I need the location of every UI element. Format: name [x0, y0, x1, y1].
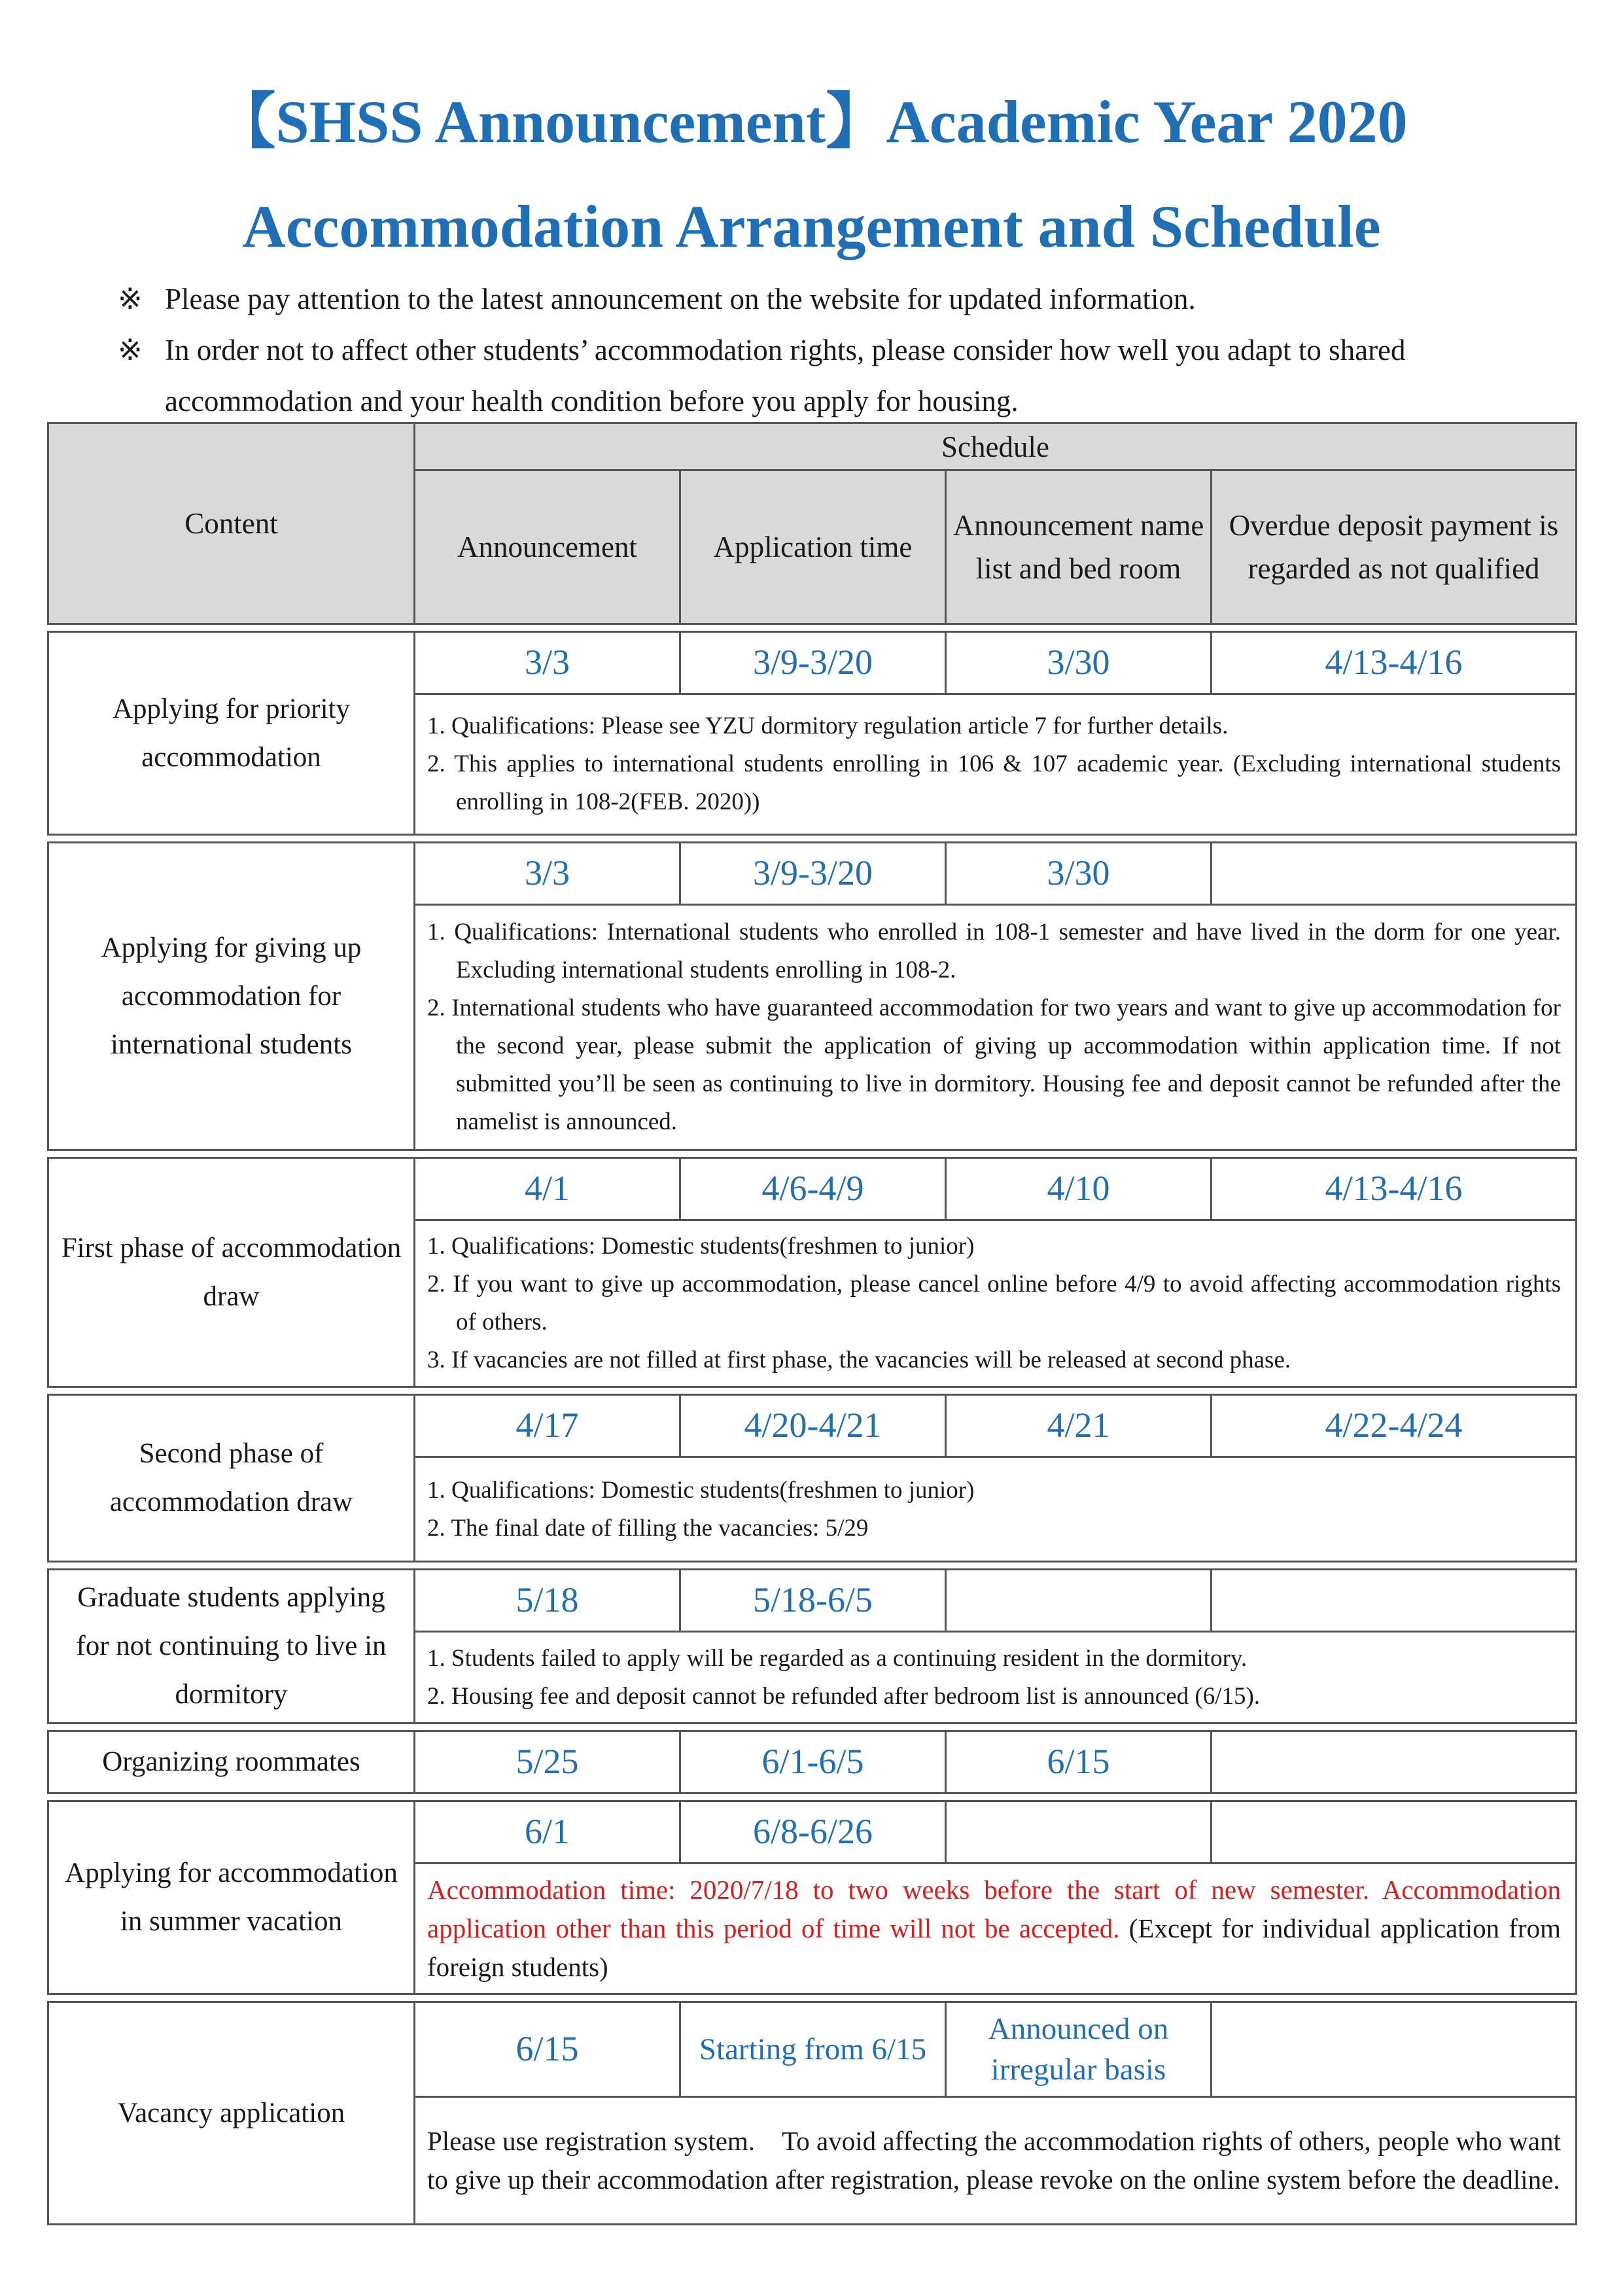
page-title-line-2: Accommodation Arrangement and Schedule — [242, 193, 1381, 260]
date-name-list: 4/21 — [946, 1395, 1212, 1457]
table-row — [48, 1801, 1577, 1863]
table-row — [48, 1395, 1577, 1457]
date-deposit — [1212, 843, 1577, 905]
table-row — [48, 843, 1577, 905]
date-announcement: 4/1 — [415, 1158, 680, 1220]
header-application-time: Application time — [680, 470, 946, 624]
note-item: 1. Students failed to apply will be regarded as a continuing resident in the dormitory. — [427, 1644, 1248, 1672]
date-announcement: 5/25 — [415, 1731, 680, 1793]
row-content: Vacancy application — [48, 2002, 415, 2225]
header-announcement: Announcement — [415, 470, 680, 624]
table-row — [48, 632, 1577, 694]
date-application: 6/1-6/5 — [680, 1731, 946, 1793]
date-application: 3/9-3/20 — [680, 632, 946, 694]
date-announcement: 3/3 — [415, 843, 680, 905]
row-notes — [415, 1632, 1577, 1723]
note-item: 2. International students who have guaranteed accommodation for two years and want to give up accommodation for the second year, please submit the application of giving up accommodation within application time. If not submitted you’ll be seen as continuing to live in dormitory. Housing fee and deposit cannot be refunded after the namelist is announced. — [427, 995, 1562, 1135]
date-deposit: 4/13-4/16 — [1212, 1158, 1577, 1220]
note-item: 3. If vacancies are not filled at first phase, the vacancies will be released at second phase. — [427, 1347, 1291, 1373]
date-application: 3/9-3/20 — [680, 843, 946, 905]
note-item: 1. Qualifications: Domestic students(freshmen to junior) — [427, 1233, 975, 1260]
date-application: Starting from 6/15 — [680, 2002, 946, 2097]
date-name-list: 6/15 — [946, 1731, 1212, 1793]
note-item: 1. Qualifications: International students who enrolled in 108-1 semester and have lived in the dorm for one year. Excluding international students enrolling in 108-2. — [427, 919, 1562, 983]
row-content: Second phase of accommodation draw — [48, 1395, 415, 1562]
row-content: Applying for giving up accommodation for international students — [48, 843, 415, 1150]
note-item: 1. Qualifications: Domestic students(freshmen to junior) — [427, 1476, 975, 1504]
date-announcement: 6/1 — [415, 1801, 680, 1863]
date-announcement: 5/18 — [415, 1570, 680, 1632]
date-application: 4/6-4/9 — [680, 1158, 946, 1220]
notice-text: Please pay attention to the latest announcement on the website for updated information. — [165, 283, 1196, 315]
table-row — [48, 1570, 1577, 1632]
row-notes — [415, 1863, 1577, 1994]
header-name-list: Announcement name list and bed room — [946, 470, 1212, 624]
row-notes: Please use registration system. To avoid affecting the accommodation rights of others, people who want to give up their accommodation after registration, please revoke on the online system before the deadline. — [415, 2097, 1577, 2225]
note-item: 2. The final date of filling the vacancies: 5/29 — [427, 1514, 869, 1542]
date-deposit — [1212, 1731, 1577, 1793]
date-deposit: 4/13-4/16 — [1212, 632, 1577, 694]
date-deposit — [1212, 1570, 1577, 1632]
table-row — [48, 1158, 1577, 1220]
date-name-list: 3/30 — [946, 632, 1212, 694]
date-application: 6/8-6/26 — [680, 1801, 946, 1863]
row-content: Applying for priority accommodation — [48, 632, 415, 835]
schedule-table — [47, 422, 1577, 2225]
date-name-list: 3/30 — [946, 843, 1212, 905]
date-name-list — [946, 1570, 1212, 1632]
row-notes — [415, 1220, 1577, 1387]
row-notes — [415, 694, 1577, 835]
row-content: Organizing roommates — [48, 1731, 415, 1793]
header-content: Content — [48, 423, 415, 624]
date-name-list: 4/10 — [946, 1158, 1212, 1220]
date-name-list — [946, 1801, 1212, 1863]
date-application: 4/20-4/21 — [680, 1395, 946, 1457]
table-row — [48, 1731, 1577, 1793]
date-deposit: 4/22-4/24 — [1212, 1395, 1577, 1457]
date-announcement: 3/3 — [415, 632, 680, 694]
note-item: 1. Qualifications: Please see YZU dormitory regulation article 7 for further details. — [427, 713, 1229, 739]
note-item: 2. If you want to give up accommodation, please cancel online before 4/9 to avoid affecting accommodation rights of others. — [427, 1271, 1562, 1335]
exception-note: (Except for individual application from foreign students) — [427, 1913, 1562, 1982]
note-item: 2. This applies to international students enrolling in 106 & 107 academic year. (Excluding international students enrolling in 108-2(FEB. 2020)) — [427, 751, 1562, 815]
row-content: Graduate students applying for not continuing to live in dormitory — [48, 1570, 415, 1723]
reference-mark-icon: ※ — [118, 334, 143, 366]
row-notes — [415, 905, 1577, 1150]
date-deposit — [1212, 2002, 1577, 2097]
table-row — [48, 2002, 1577, 2097]
row-content: Applying for accommodation in summer vacation — [48, 1801, 415, 1994]
date-announcement: 4/17 — [415, 1395, 680, 1457]
date-name-list: Announced on irregular basis — [946, 2002, 1212, 2097]
row-notes — [415, 1457, 1577, 1562]
note-item: 2. Housing fee and deposit cannot be refunded after bedroom list is announced (6/15). — [427, 1682, 1261, 1710]
accommodation-time-warning: Accommodation time: 2020/7/18 to two weeks before the start of new semester. Accommodation application other than this period of time will not be accepted. — [427, 1875, 1562, 1943]
page-title-line-1: 【SHSS Announcement】Academic Year 2020 — [215, 88, 1408, 155]
notice-text: In order not to affect other students’ accommodation rights, please consider how well you adapt to shared accommodation and your health condition before you apply for housing. — [165, 334, 1406, 417]
row-content: First phase of accommodation draw — [48, 1158, 415, 1387]
date-announcement: 6/15 — [415, 2002, 680, 2097]
header-overdue-deposit: Overdue deposit payment is regarded as not qualified — [1212, 470, 1577, 624]
date-deposit — [1212, 1801, 1577, 1863]
reference-mark-icon: ※ — [118, 283, 143, 315]
date-application: 5/18-6/5 — [680, 1570, 946, 1632]
header-schedule: Schedule — [415, 423, 1577, 470]
